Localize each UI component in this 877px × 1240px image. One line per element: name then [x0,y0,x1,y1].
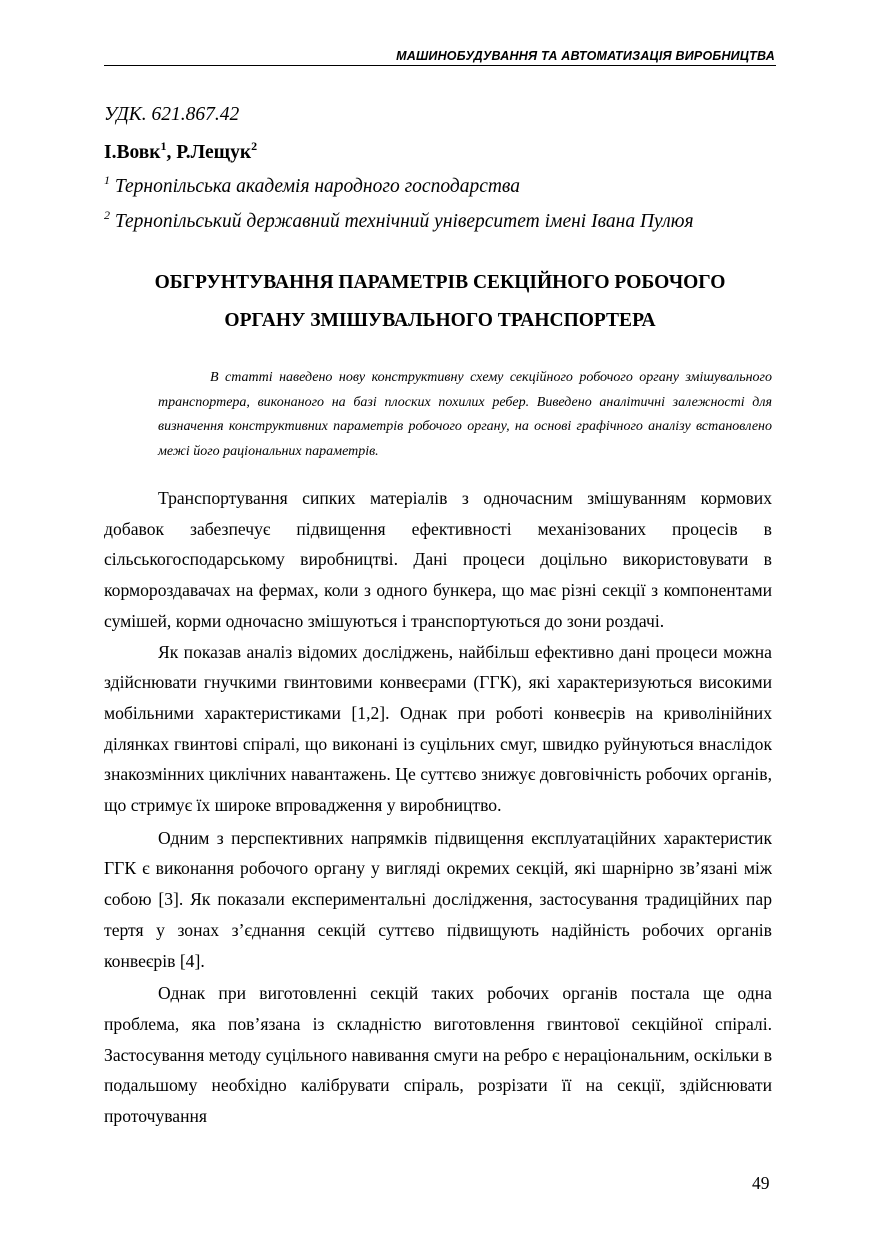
article-title-line-1: ОБГРУНТУВАННЯ ПАРАМЕТРІВ СЕКЦІЙНОГО РОБОЧОГО [154,272,726,293]
running-head: МАШИНОБУДУВАННЯ ТА АВТОМАТИЗАЦІЯ ВИРОБНИЦТВА [396,49,775,63]
author-name: Р.Лещук [176,142,252,163]
page-number: 49 [752,1173,770,1193]
abstract: В статті наведено нову конструктивну схему секційного робочого органу змішувального транспортера, виконаного на базі плоских похилих ребер. Виведено аналітичні залежності для визначення конструктивних параметрів робочого органу, на основі графічного аналізу встановлено межі його раціональних параметрів. [158,370,772,459]
affiliation-1 [104,173,521,198]
article-body [104,483,772,1132]
affiliation-text: Тернопільський державний технічний університет імені Івана Пулюя [110,211,694,232]
authors-line [104,139,258,164]
affiliation-text: Тернопільська академія народного господарства [110,176,521,197]
author-affiliation-mark: 2 [251,139,258,153]
udc-code: УДК. 621.867.42 [104,104,240,125]
header-rule [104,65,776,66]
author-affiliation-mark: 1 [160,139,167,153]
affiliation-mark: 2 [104,208,110,222]
body-paragraph: Одним з перспективних напрямків підвищення експлуатаційних характеристик ГГК є виконання робочого органу у вигляді окремих секцій, які шарнірно зв’язані між собою [3]. Як показали експериментальні дослідження, застосування традиційних пар тертя у зонах з’єднання секцій суттєво підвищують надійність робочих органів конвеєрів [4]. [104,827,772,971]
affiliation-mark: 1 [104,173,110,187]
body-paragraph: Як показав аналіз відомих досліджень, найбільш ефективно дані процеси можна здійснювати гнучкими гвинтовими конвеєрами (ГГК), які характеризуються високими мобільними характеристиками [1,2]. Однак при роботі конвеєрів на криволінійних ділянках гвинтові спіралі, що виконані із суцільних смуг, швидко руйнуються внаслідок знакозмінних циклічних навантажень. Це суттєво знижує довговічність робочих органів, що стримує їх широке впровадження у виробництво. [104,641,772,816]
body-paragraph: Однак при виготовленні секцій таких робочих органів постала ще одна проблема, яка пов’язана із складністю виготовлення гвинтової секційної спіралі. Застосування методу суцільного навивання смуги на ребро є нераціональним, оскільки в подальшому необхідно калібрувати спіраль, розрізати її на секції, здійснювати проточування [104,983,772,1127]
body-paragraph: Транспортування сипких матеріалів з одночасним змішуванням кормових добавок забезпечує підвищення ефективності механізованих процесів в сільськогосподарському виробництві. Дані процеси доцільно використовувати в кормороздавачах на фермах, коли з одного бункера, що має різні секції з компонентами сумішей, корми одночасно змішуються і транспортуються до зони роздачі. [104,488,772,631]
affiliation-2 [104,208,694,233]
author-separator: , [166,142,177,163]
author-name: І.Вовк [104,142,161,163]
article-title-line-2: ОРГАНУ ЗМІШУВАЛЬНОГО ТРАНСПОРТЕРА [224,310,656,331]
